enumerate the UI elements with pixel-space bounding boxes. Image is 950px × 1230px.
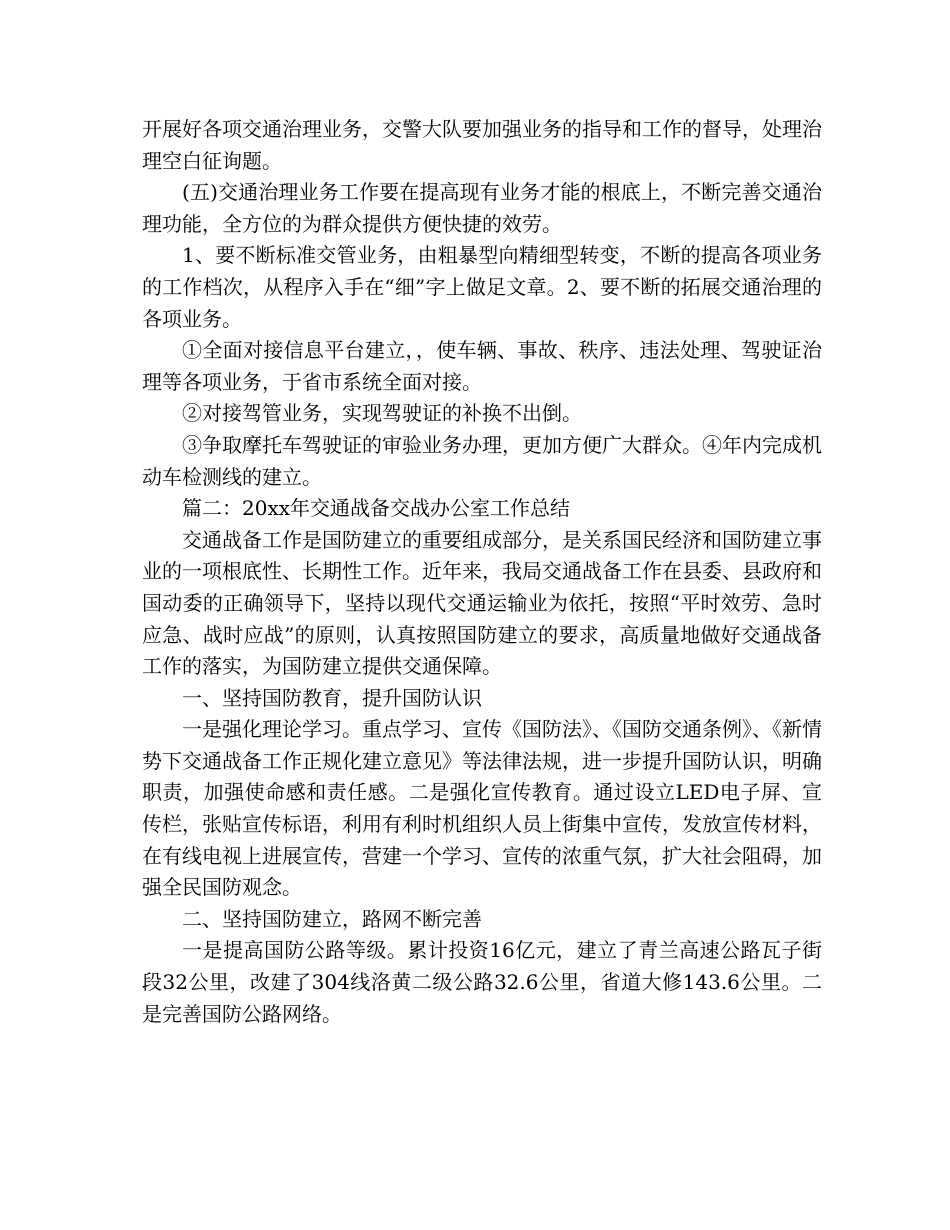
paragraph: ③争取摩托车驾驶证的审验业务办理，更加方便广大群众。④年内完成机动车检测线的建立。 bbox=[142, 432, 822, 489]
paragraph: ①全面对接信息平台建立，，使车辆、事故、秩序、违法处理、驾驶证治理等各项业务，于省市系统全面对接。 bbox=[142, 338, 822, 394]
paragraph: 交通战备工作是国防建立的重要组成部分，是关系国民经济和国防建立事业的一项根底性、长期性工作。近年来，我局交通战备工作在县委、县政府和国动委的正确领导下，坚持以现代交通运输业为依托，按照“平时效劳、急时应急、战时应战”的原则，认真按照国防建立的要求，高质量地做好交通战备工作的落实，为国防建立提供交通保障。 bbox=[142, 527, 822, 679]
paragraph: 1、要不断标准交管业务，由粗暴型向精细型转变，不断的提高各项业务的工作档次，从程序入手在“细”字上做足文章。2、要不断的拓展交通治理的各项业务。 bbox=[142, 243, 822, 331]
section-heading: 一、坚持国防教育，提升国防认识 bbox=[182, 685, 482, 710]
paragraph: ②对接驾管业务，实现驾驶证的补换不出倒。 bbox=[182, 401, 582, 426]
paragraph: (五)交通治理业务工作要在提高现有业务才能的根底上，不断完善交通治理功能，全方位的为群众提供方便快捷的效劳。 bbox=[142, 180, 822, 236]
paragraph: 一是强化理论学习。重点学习、宣传《国防法》、《国防交通条例》、《新情势下交通战备工作正规化建立意见》等法律法规，进一步提升国防认识，明确职责，加强使命感和责任感。二是强化宣传教育。通过设立LED电子屏、宣传栏，张贴宣传标语，利用有利时机组织人员上街集中宣传，发放宣传材料，在有线电视上进展宣传，营建一个学习、宣传的浓重气氛，扩大社会阻碍，加强全民国防观念。 bbox=[142, 717, 822, 900]
section-heading: 二、坚持国防建立，路网不断完善 bbox=[182, 906, 482, 931]
document-body bbox=[142, 114, 822, 1030]
paragraph: 开展好各项交通治理业务，交警大队要加强业务的指导和工作的督导，处理治理空白征询题。 bbox=[142, 117, 822, 173]
section-title: 篇二：20xx年交通战备交战办公室工作总结 bbox=[182, 496, 571, 521]
paragraph: 一是提高国防公路等级。累计投资16亿元，建立了青兰高速公路瓦子街段32公里，改建了304线洛黄二级公路32.6公里，省道大修143.6公里。二是完善国防公路网络。 bbox=[142, 938, 822, 1026]
